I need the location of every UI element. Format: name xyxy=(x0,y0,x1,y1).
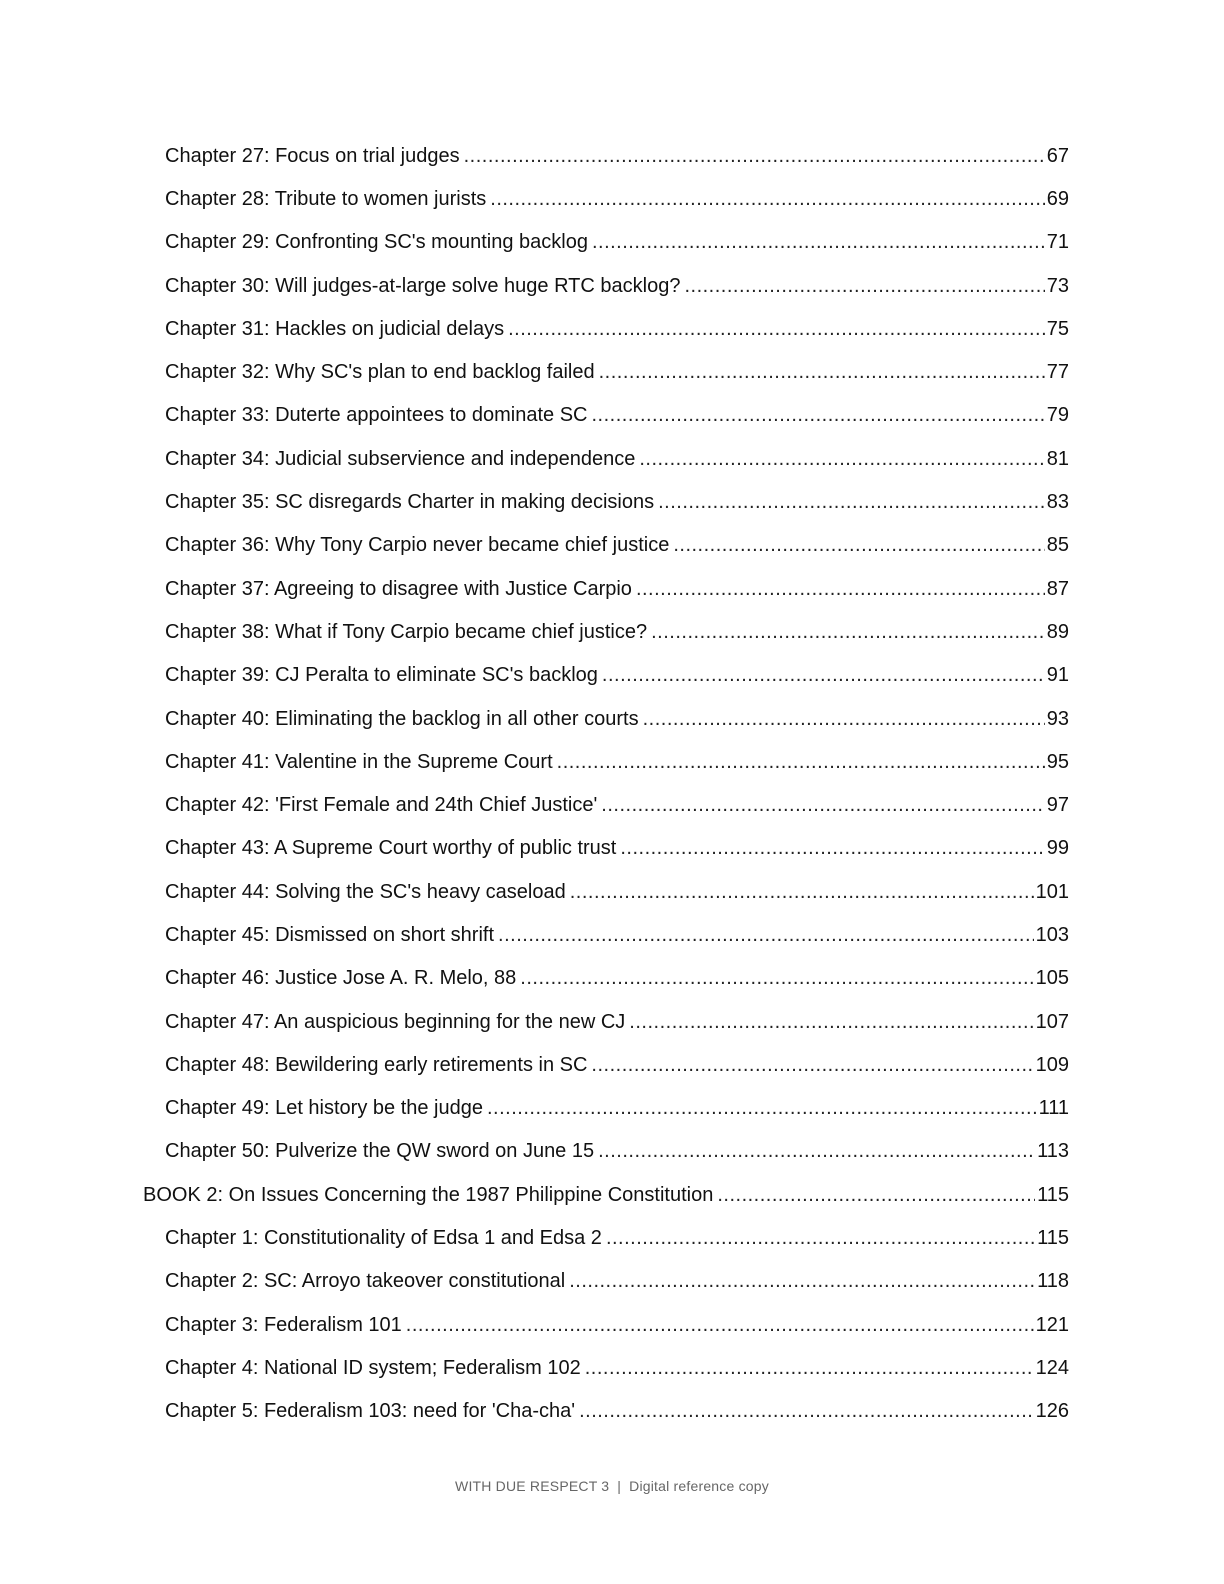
toc-entry[interactable] xyxy=(0,870,1224,913)
toc-entry[interactable] xyxy=(0,567,1224,610)
dot-leader xyxy=(651,620,1045,644)
toc-entry-title: Chapter 32: Why SC's plan to end backlog failed xyxy=(165,361,595,384)
toc-entry[interactable] xyxy=(0,264,1224,307)
toc-entry[interactable] xyxy=(0,1303,1224,1346)
toc-entry-title: Chapter 40: Eliminating the backlog in all other courts xyxy=(165,707,639,730)
toc-entry-title: BOOK 2: On Issues Concerning the 1987 Philippine Constitution xyxy=(143,1183,714,1206)
toc-entry-page: 81 xyxy=(1046,447,1069,470)
toc-book-heading[interactable] xyxy=(0,1173,1224,1216)
toc-entry-title: Chapter 29: Confronting SC's mounting backlog xyxy=(165,231,588,254)
dot-leader xyxy=(598,1139,1035,1163)
dot-leader xyxy=(557,750,1045,774)
toc-entry[interactable] xyxy=(0,1043,1224,1086)
dot-leader xyxy=(717,1183,1035,1207)
dot-leader xyxy=(464,144,1045,168)
toc-entry-page: 85 xyxy=(1046,534,1069,557)
dot-leader xyxy=(585,1356,1034,1380)
toc-entry-title: Chapter 44: Solving the SC's heavy caseload xyxy=(165,880,566,903)
toc-entry-title: Chapter 35: SC disregards Charter in making decisions xyxy=(165,491,655,514)
toc-entry[interactable] xyxy=(0,827,1224,870)
toc-entry-page: 83 xyxy=(1046,491,1069,514)
toc-entry-title: Chapter 38: What if Tony Carpio became chief justice? xyxy=(165,620,648,643)
dot-leader xyxy=(629,1010,1033,1034)
toc-entry-page: 75 xyxy=(1046,317,1069,340)
toc-entry[interactable] xyxy=(0,1346,1224,1389)
toc-entry[interactable] xyxy=(0,1216,1224,1259)
toc-entry-title: Chapter 47: An auspicious beginning for the new CJ xyxy=(165,1010,626,1033)
dot-leader xyxy=(601,793,1044,817)
table-of-contents xyxy=(0,134,1224,1433)
toc-entry-title: Chapter 34: Judicial subservience and independence xyxy=(165,447,636,470)
dot-leader xyxy=(636,577,1045,601)
toc-entry-page: 126 xyxy=(1035,1400,1069,1423)
toc-entry[interactable] xyxy=(0,221,1224,264)
toc-entry-page: 101 xyxy=(1035,880,1069,903)
toc-entry-title: Chapter 43: A Supreme Court worthy of public trust xyxy=(165,837,617,860)
toc-entry-title: Chapter 49: Let history be the judge xyxy=(165,1097,483,1120)
toc-entry-page: 67 xyxy=(1046,144,1069,167)
dot-leader xyxy=(579,1399,1034,1423)
toc-entry-title: Chapter 3: Federalism 101 xyxy=(165,1313,402,1336)
footer-separator: | xyxy=(617,1478,622,1494)
toc-entry[interactable] xyxy=(0,1000,1224,1043)
dot-leader xyxy=(487,1096,1037,1120)
toc-entry-title: Chapter 2: SC: Arroyo takeover constitutional xyxy=(165,1270,566,1293)
dot-leader xyxy=(658,490,1045,514)
toc-entry[interactable] xyxy=(0,783,1224,826)
toc-entry[interactable] xyxy=(0,957,1224,1000)
dot-leader xyxy=(639,447,1044,471)
toc-entry[interactable] xyxy=(0,654,1224,697)
toc-entry-page: 99 xyxy=(1046,837,1069,860)
toc-entry-title: Chapter 42: 'First Female and 24th Chief Justice' xyxy=(165,794,598,817)
toc-entry-title: Chapter 31: Hackles on judicial delays xyxy=(165,317,505,340)
toc-entry[interactable] xyxy=(0,740,1224,783)
toc-entry-page: 95 xyxy=(1046,750,1069,773)
toc-entry[interactable] xyxy=(0,480,1224,523)
toc-entry-page: 97 xyxy=(1046,794,1069,817)
toc-entry-page: 73 xyxy=(1046,274,1069,297)
page-footer xyxy=(0,1478,1224,1494)
toc-entry-page: 69 xyxy=(1046,187,1069,210)
dot-leader xyxy=(520,966,1033,990)
toc-entry-page: 113 xyxy=(1037,1140,1069,1163)
dot-leader xyxy=(673,533,1044,557)
toc-entry[interactable] xyxy=(0,913,1224,956)
toc-entry-page: 118 xyxy=(1037,1270,1069,1293)
toc-entry[interactable] xyxy=(0,307,1224,350)
toc-entry-title: Chapter 39: CJ Peralta to eliminate SC's backlog xyxy=(165,664,598,687)
dot-leader xyxy=(643,707,1045,731)
footer-book-title: WITH DUE RESPECT 3 xyxy=(455,1478,610,1494)
dot-leader xyxy=(498,923,1034,947)
toc-entry[interactable] xyxy=(0,697,1224,740)
toc-entry-page: 87 xyxy=(1046,577,1069,600)
toc-entry-title: Chapter 1: Constitutionality of Edsa 1 and Edsa 2 xyxy=(165,1227,602,1250)
toc-entry-title: Chapter 48: Bewildering early retirements in SC xyxy=(165,1053,588,1076)
toc-entry-title: Chapter 28: Tribute to women jurists xyxy=(165,187,487,210)
dot-leader xyxy=(490,187,1044,211)
toc-entry[interactable] xyxy=(0,437,1224,480)
toc-entry-page: 77 xyxy=(1046,361,1069,384)
toc-entry-title: Chapter 46: Justice Jose A. R. Melo, 88 xyxy=(165,967,517,990)
toc-entry[interactable] xyxy=(0,177,1224,220)
footer-note: Digital reference copy xyxy=(629,1478,769,1494)
toc-entry[interactable] xyxy=(0,350,1224,393)
toc-entry[interactable] xyxy=(0,610,1224,653)
toc-entry[interactable] xyxy=(0,394,1224,437)
toc-entry-title: Chapter 37: Agreeing to disagree with Justice Carpio xyxy=(165,577,632,600)
toc-entry[interactable] xyxy=(0,1130,1224,1173)
dot-leader xyxy=(508,317,1045,341)
toc-entry-title: Chapter 45: Dismissed on short shrift xyxy=(165,923,495,946)
toc-entry-title: Chapter 36: Why Tony Carpio never became chief justice xyxy=(165,534,670,557)
toc-entry-title: Chapter 5: Federalism 103: need for 'Cha-cha' xyxy=(165,1400,576,1423)
toc-entry-page: 115 xyxy=(1037,1183,1069,1206)
dot-leader xyxy=(599,360,1045,384)
toc-entry-title: Chapter 4: National ID system; Federalism 102 xyxy=(165,1356,581,1379)
toc-entry-title: Chapter 41: Valentine in the Supreme Court xyxy=(165,750,553,773)
dot-leader xyxy=(606,1226,1035,1250)
toc-entry-page: 103 xyxy=(1035,923,1069,946)
toc-entry-title: Chapter 50: Pulverize the QW sword on June 15 xyxy=(165,1140,595,1163)
toc-entry-page: 71 xyxy=(1046,231,1069,254)
dot-leader xyxy=(602,663,1045,687)
toc-entry[interactable] xyxy=(0,524,1224,567)
toc-entry-title: Chapter 27: Focus on trial judges xyxy=(165,144,460,167)
toc-entry-page: 79 xyxy=(1046,404,1069,427)
toc-entry-page: 89 xyxy=(1046,620,1069,643)
toc-entry[interactable] xyxy=(0,134,1224,177)
toc-entry-page: 91 xyxy=(1046,664,1069,687)
dot-leader xyxy=(684,274,1044,298)
dot-leader xyxy=(570,880,1034,904)
toc-entry-page: 93 xyxy=(1046,707,1069,730)
toc-entry-title: Chapter 30: Will judges-at-large solve huge RTC backlog? xyxy=(165,274,681,297)
dot-leader xyxy=(591,1053,1033,1077)
toc-entry-page: 124 xyxy=(1035,1356,1069,1379)
toc-entry-page: 111 xyxy=(1038,1097,1069,1120)
dot-leader xyxy=(592,230,1045,254)
toc-entry[interactable] xyxy=(0,1087,1224,1130)
dot-leader xyxy=(569,1269,1035,1293)
toc-entry-page: 115 xyxy=(1037,1227,1069,1250)
dot-leader xyxy=(620,836,1044,860)
dot-leader xyxy=(406,1313,1034,1337)
toc-entry[interactable] xyxy=(0,1260,1224,1303)
toc-entry[interactable] xyxy=(0,1390,1224,1433)
toc-entry-page: 109 xyxy=(1035,1053,1069,1076)
toc-entry-page: 107 xyxy=(1035,1010,1069,1033)
toc-entry-title: Chapter 33: Duterte appointees to dominate SC xyxy=(165,404,588,427)
toc-entry-page: 105 xyxy=(1035,967,1069,990)
toc-entry-page: 121 xyxy=(1035,1313,1069,1336)
dot-leader xyxy=(591,403,1044,427)
